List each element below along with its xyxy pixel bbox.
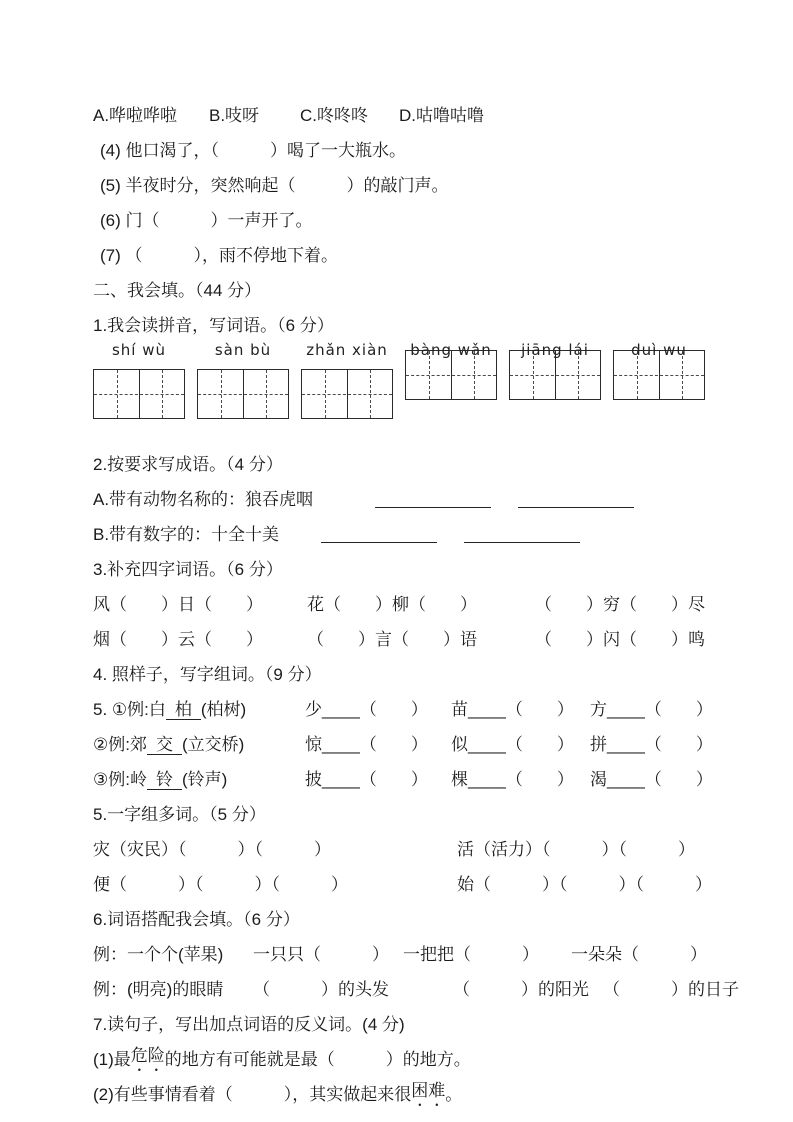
answer-blank — [464, 522, 580, 543]
word-build-item: 惊____（ ） — [305, 735, 428, 754]
collocation-item: 一只只（ ） — [253, 945, 389, 964]
q5b-title: 5.一字组多词。（5 分） — [93, 805, 266, 824]
collocation-item: （ ）的阳光 — [453, 980, 589, 999]
fill-item-4: (4) 他口渴了，（ ）喝了一大瓶水。 — [100, 141, 406, 160]
example-underlined-char: 交 — [147, 736, 182, 755]
example-post: (铃声) — [181, 770, 228, 789]
q3-row-1 — [93, 585, 753, 620]
word-build-item: 棵____（ ） — [451, 770, 574, 789]
pinyin-grid-unit-2 — [197, 341, 289, 445]
word-build-item: 似____（ ） — [451, 735, 574, 754]
multi-word-group: 灾（灾民）（ ）（ ） — [93, 840, 331, 859]
q5-row-1 — [93, 690, 753, 725]
example-pre: ②例:郊 — [93, 735, 147, 754]
example-post: (柏树) — [200, 700, 247, 719]
emphasized-word: 困难 — [411, 1080, 446, 1100]
example-group — [93, 695, 305, 720]
idiom-blank-group: 花（ ）柳（ ） — [307, 595, 477, 614]
q2-line-a — [93, 480, 753, 515]
pinyin-grid-unit-6 — [613, 341, 705, 445]
section-2-title: 二、我会填。（44 分） — [93, 281, 262, 300]
word-build-item: 苗____（ ） — [451, 700, 574, 719]
q5-row-2 — [93, 725, 753, 760]
answer-blank — [321, 522, 437, 543]
fill-item-6: (6) 门（ ）一声开了。 — [100, 211, 313, 230]
example-group — [93, 765, 305, 790]
pinyin-label: sàn bù — [214, 341, 272, 359]
idiom-blank-group: （ ）言（ ）语 — [307, 630, 477, 649]
word-build-item: 渴____（ ） — [590, 770, 713, 789]
q5b-row-2 — [93, 865, 753, 900]
fill-item-5: (5) 半夜时分，突然响起（ ）的敲门声。 — [100, 176, 449, 195]
example-pre: 5. ①例:白 — [93, 700, 166, 719]
pinyin-label: jiāng lái — [521, 341, 589, 359]
pinyin-label: shí wù — [111, 341, 167, 359]
tianzige-box — [197, 369, 289, 419]
collocation-example: 例：(明亮)的眼睛 — [93, 980, 224, 999]
tianzige-box — [301, 369, 393, 419]
multi-word-group: 始（ ）（ ）（ ） — [457, 875, 712, 894]
q7-sentence-1 — [93, 1040, 753, 1075]
pinyin-label: duì wu — [631, 341, 687, 359]
collocation-item: （ ）的日子 — [603, 980, 739, 999]
sentence-post: 。 — [445, 1085, 463, 1104]
answer-blank — [518, 487, 634, 508]
q6-title: 6.词语搭配我会填。（6 分） — [93, 910, 300, 929]
q4-title: 4. 照样子，写字组词。（9 分） — [93, 665, 322, 684]
word-build-item: 披____（ ） — [305, 770, 428, 789]
example-post: (立交桥) — [181, 735, 245, 754]
collocation-item: （ ）的头发 — [253, 980, 389, 999]
q5b-row-1 — [93, 830, 753, 865]
collocation-item: 一把把（ ） — [403, 945, 539, 964]
sentence-post: 的地方有可能就是最（ ）的地方。 — [164, 1050, 471, 1069]
option-c: C.咚咚咚 — [300, 106, 368, 125]
word-build-item: 拼____（ ） — [590, 735, 713, 754]
emphasized-word: 危险 — [130, 1045, 165, 1065]
pinyin-grid-unit-3 — [301, 341, 393, 445]
q7-sentence-2 — [93, 1075, 753, 1110]
q7-title: 7.读句子，写出加点词语的反义词。(4 分) — [93, 1015, 405, 1034]
q5-row-3 — [93, 760, 753, 795]
tianzige-box — [93, 369, 185, 419]
q2-line-b — [93, 515, 753, 550]
q3-row-2 — [93, 620, 753, 655]
example-group — [93, 730, 305, 755]
sentence-pre: (1)最 — [93, 1050, 131, 1069]
fill-item-7: (7) （ ），雨不停地下着。 — [100, 246, 338, 265]
q1-title: 1.我会读拼音，写词语。（6 分） — [93, 316, 334, 335]
example-underlined-char: 柏 — [166, 701, 201, 720]
option-d: D.咕噜咕噜 — [399, 106, 484, 125]
answer-blank — [375, 487, 491, 508]
idiom-blank-group: 烟（ ）云（ ） — [93, 630, 263, 649]
pinyin-grid-unit-1 — [93, 341, 185, 445]
collocation-item: 一朵朵（ ） — [571, 945, 707, 964]
pinyin-grid-unit-5 — [509, 341, 601, 445]
option-b: B.吱呀 — [209, 106, 260, 125]
word-build-item: 方____（ ） — [590, 700, 713, 719]
idiom-blank-group: 风（ ）日（ ） — [93, 595, 263, 614]
option-a: A.哗啦哗啦 — [93, 106, 178, 125]
pinyin-label: zhǎn xiàn — [306, 341, 388, 359]
multi-word-group: 便（ ）（ ）（ ） — [93, 875, 348, 894]
q2-a-label: A.带有动物名称的：狼吞虎咽 — [93, 490, 314, 509]
example-pre: ③例:岭 — [93, 770, 147, 789]
sentence-pre: (2)有些事情看着（ ），其实做起来很 — [93, 1085, 412, 1104]
collocation-example: 例：一个个(苹果) — [93, 945, 224, 964]
multi-word-group: 活（活力）（ ）（ ） — [457, 840, 695, 859]
q6-row-2 — [93, 970, 753, 1005]
q2-b-label: B.带有数字的：十全十美 — [93, 525, 280, 544]
q3-title: 3.补充四字词语。（6 分） — [93, 560, 283, 579]
pinyin-label: bàng wǎn — [410, 341, 492, 359]
idiom-blank-group: （ ）穷（ ）尽 — [535, 595, 705, 614]
idiom-blank-group: （ ）闪（ ）鸣 — [535, 630, 705, 649]
word-build-item: 少____（ ） — [305, 700, 428, 719]
example-underlined-char: 铃 — [147, 771, 182, 790]
q2-title: 2.按要求写成语。（4 分） — [93, 455, 283, 474]
q6-row-1 — [93, 935, 753, 970]
pinyin-grid-unit-4 — [405, 341, 497, 445]
sound-options-row — [93, 96, 753, 131]
pinyin-writing-grids — [93, 341, 753, 445]
